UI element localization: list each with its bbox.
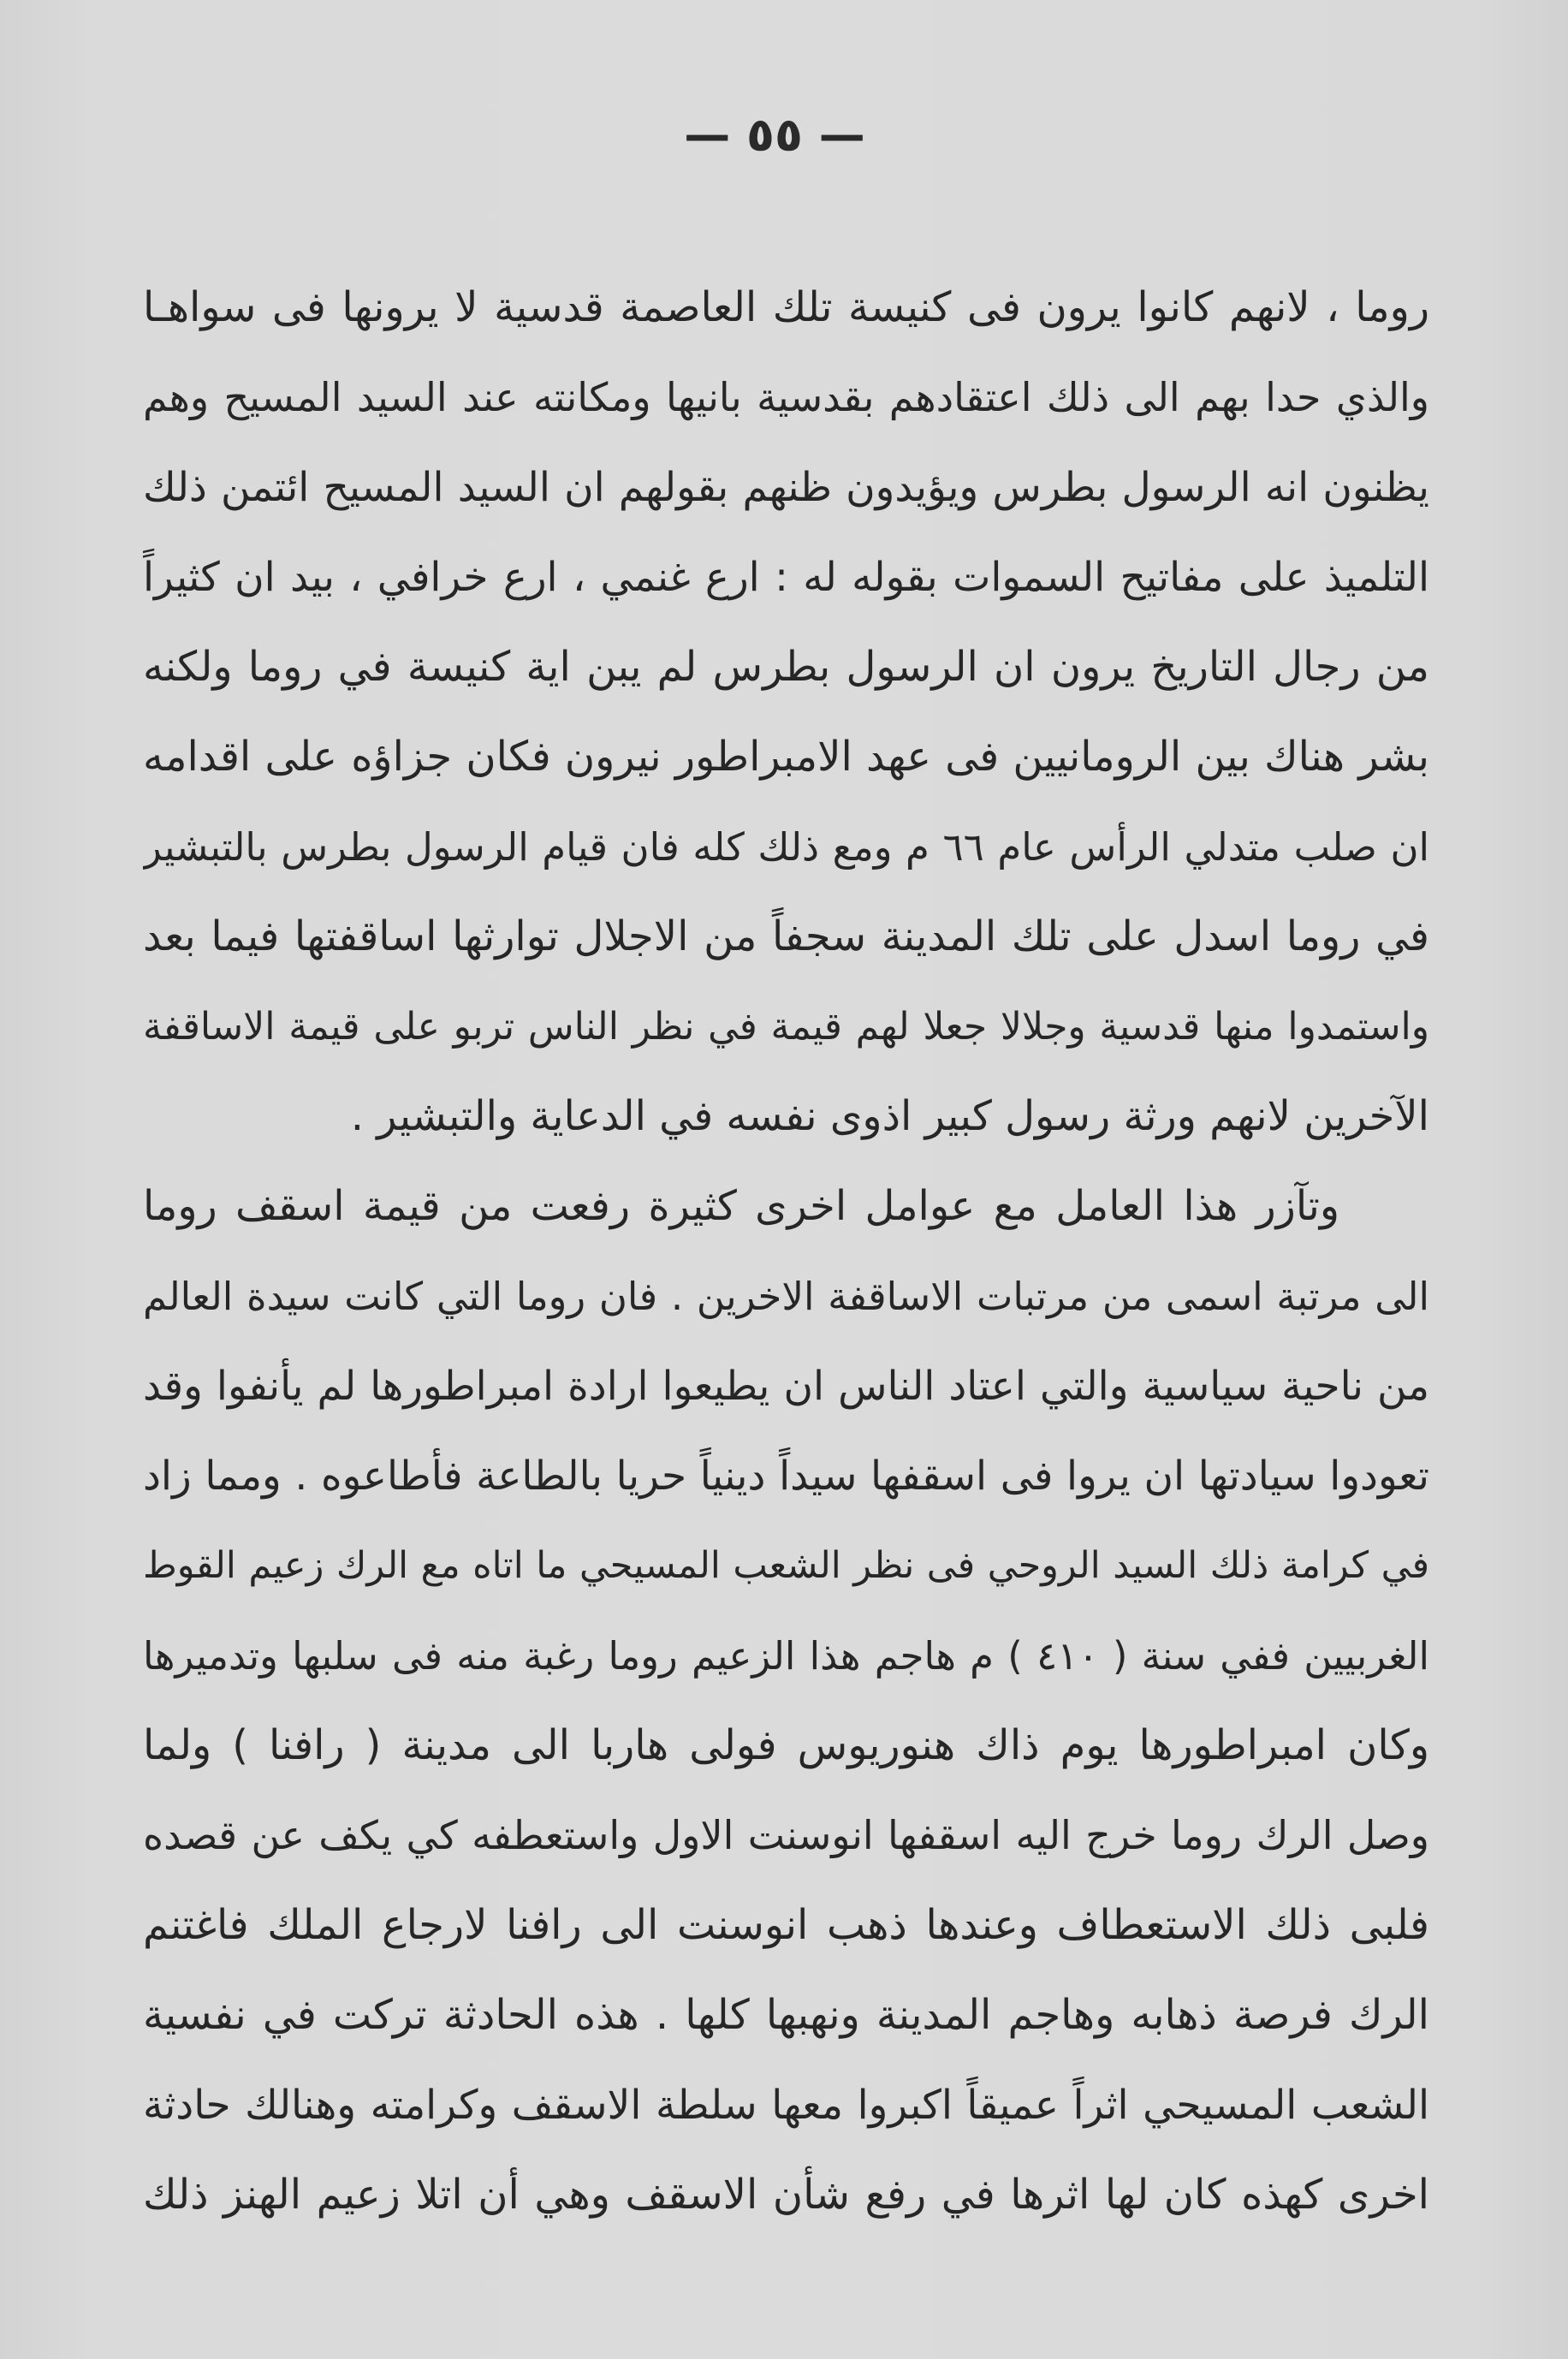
text-line: الى مرتبة اسمى من مرتبات الاساقفة الاخرين . فان روما التي كانت سيدة العالم (143, 1274, 1429, 1319)
text-line: من رجال التاريخ يرون ان الرسول بطرس لم يبن اية كنيسة في روما ولكنه (143, 643, 1429, 691)
text-line: ان صلب متدلي الرأس عام ٦٦ م ومع ذلك كله فان قيام الرسول بطرس بالتبشير (143, 824, 1429, 870)
text-line: الغربيين ففي سنة ( ٤١٠ ) م هاجم هذا الزعيم روما رغبة منه فى سلبها وتدميرها (143, 1633, 1429, 1679)
text-line: الشعب المسيحي اثراً عميقاً اكبروا معها سلطة الاسقف وكرامته وهنالك حادثة (143, 2082, 1429, 2129)
text-line: في روما اسدل على تلك المدينة سجفاً من الاجلال توارثها اساقفتها فيما بعد (143, 912, 1429, 960)
text-line: روما ، لانهم كانوا يرون فى كنيسة تلك العاصمة قدسية لا يرونها فى سواهـا (143, 283, 1429, 331)
text-line: اخرى كهذه كان لها اثرها في رفع شأن الاسقف وهي أن اتلا زعيم الهنز ذلك (143, 2171, 1429, 2219)
text-line: في كرامة ذلك السيد الروحي فى نظر الشعب المسيحي ما اتاه مع الرك زعيم القوط (143, 1544, 1429, 1587)
page-number: — ٥٥ — (684, 108, 865, 162)
text-line: الرك فرصة ذهابه وهاجم المدينة ونهبها كلها . هذه الحادثة تركت في نفسية (143, 1991, 1429, 2039)
text-line: فلبى ذلك الاستعطاف وعندها ذهب انوسنت الى رافنا لارجاع الملك فاغتنم (143, 1901, 1429, 1949)
paragraph-2 (143, 1162, 1429, 2240)
text-line: التلميذ على مفاتيح السموات بقوله له : ارع غنمي ، ارع خرافي ، بيد ان كثيراً (143, 554, 1429, 601)
text-line: والذي حدا بهم الى ذلك اعتقادهم بقدسية بانيها ومكانته عند السيد المسيح وهم (143, 374, 1429, 420)
text-line: تعودوا سيادتها ان يروا فى اسقفها سيداً دينياً حريا بالطاعة فأطاعوه . ومما زاد (143, 1453, 1429, 1500)
text-line: يظنون انه الرسول بطرس ويؤيدون ظنهم بقولهم ان السيد المسيح ائتمن ذلك (143, 464, 1429, 511)
text-line: وتآزر هذا العامل مع عوامل اخرى كثيرة رفعت من قيمة اسقف روما (143, 1182, 1339, 1230)
text-line: الآخرين لانهم ورثة رسول كبير اذوى نفسه في الدعاية والتبشير . (350, 1092, 1429, 1140)
text-line: بشر هناك بين الرومانيين فى عهد الامبراطور نيرون فكان جزاؤه على اقدامه (143, 733, 1429, 781)
text-line: واستمدوا منها قدسية وجلالا جعلا لهم قيمة في نظر الناس تربو على قيمة الاساقفة (143, 1005, 1429, 1049)
text-line: وصل الرك روما خرج اليه اسقفها انوسنت الاول واستعطفه كي يكف عن قصده (143, 1812, 1429, 1858)
paragraph-1 (143, 263, 1429, 1162)
text-line: وكان امبراطورها يوم ذاك هنوريوس فولى هاربا الى مدينة ( رافنا ) ولما (143, 1721, 1429, 1769)
text-line: من ناحية سياسية والتي اعتاد الناس ان يطيعوا ارادة امبراطورها لم يأنفوا وقد (143, 1363, 1429, 1410)
body-text (143, 263, 1429, 2240)
